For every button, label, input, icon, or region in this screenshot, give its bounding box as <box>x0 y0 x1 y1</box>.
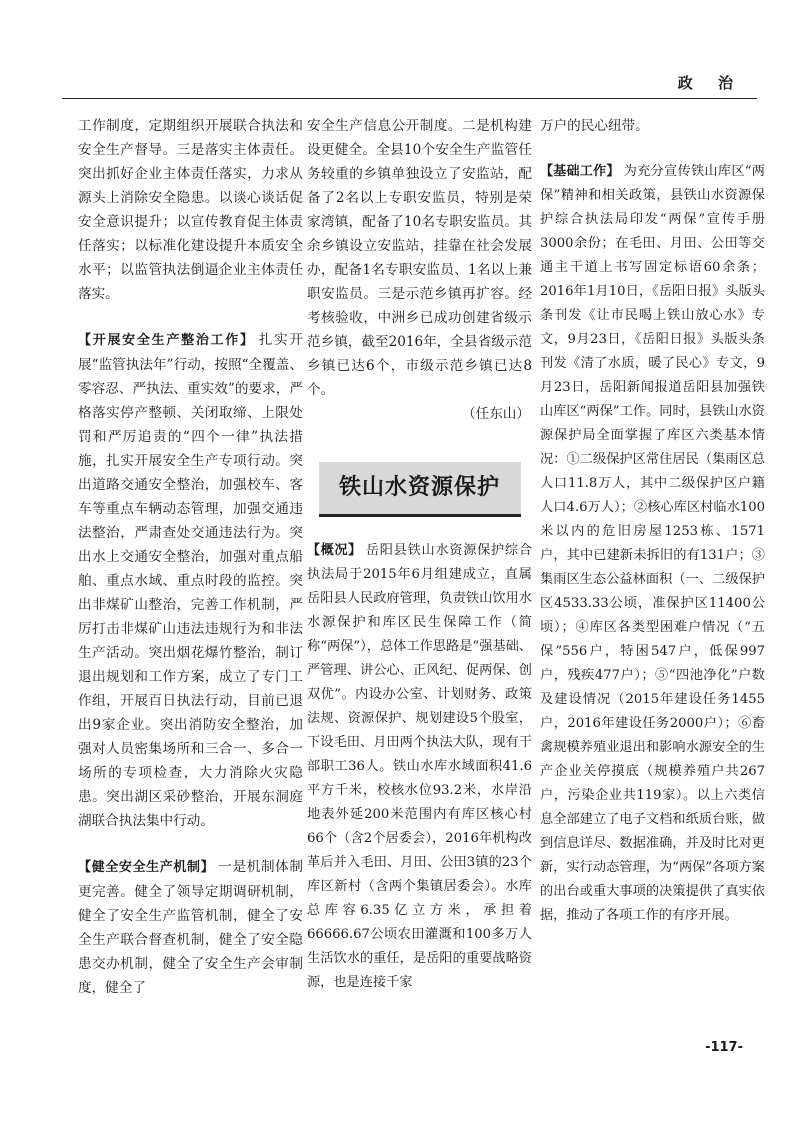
page-number: -117- <box>705 1040 743 1055</box>
paragraph: 万户的民心纽带。 <box>540 118 649 134</box>
paragraph <box>78 328 303 833</box>
entry-title: 【开展安全生产整治工作】 <box>78 333 255 348</box>
paragraph <box>540 160 765 928</box>
entry-title: 【健全安全生产机制】 <box>78 860 215 875</box>
entry-body: 为充分宣传铁山库区“两保”精神和相关政策，县铁山水资源保护综合执法局印发“两保”宣传手册3000余份；在毛田、月田、公田等交通主干道上书写固定标语60余条；2016年1月10日，《岳阳日报》头版头条刊发《让市民喝上铁山放心水》专文，9月23日，《岳阳日报》头版头条刊发《清了水质，暖了民心》专文，9月23日，岳阳新闻报道岳阳县加强铁山库区“两保”工作。同时，县铁山水资源保护局全面掌握了库区六类基本情况：①二级保护区常住居民（集雨区总人口11.8万人，其中二级保护区户籍人口4.6万人）；②核心库区村临水100米以内的危旧房屋1253栋、1571户，其中已建新未拆旧的有131户；③集雨区生态公益林面积（一、二级保护区4533.33公顷，准保护区11400公顷）；④库区各类型困难户情况（“五保”556户，特困547户，低保997户，残疾477户）；⑤“四池净化”户数及建设情况（2015年建设任务1455户，2016年建设任务2000户）；⑥畜禽规模养殖业退出和影响水源安全的生产企业关停摸底（规模养殖户共267户，污染企业共119家）。以上六类信息全部建立了电子文档和纸质台账，做到信息详尽、数据准确，并及时比对更新，实行动态管理，为“两保”各项方案的出台或重大事项的决策提供了真实依据，推动了各项工作的有序开展。 <box>540 164 765 923</box>
header-rule <box>62 98 757 99</box>
paragraph <box>78 855 303 1000</box>
entry-body: 扎实开展“监管执法年”行动，按照“全覆盖、零容忍、严执法、重实效”的要求，严格落实停产整顿、关闭取缔、上限处罚和严厉追责的“四个一律”执法措施，扎实开展安全生产专项行动。突出道路交通安全整治，加强校车、客车等重点车辆动态管理，加强交通违法整治，严肃查处交通违法行为。突出水上交通安全整治，加强对重点船舶、重点水域、重点时段的监控。突出非煤矿山整治，完善工作机制，严厉打击非煤矿山违法违规行为和非法生产活动。突出烟花爆竹整治，制订退出规划和工作方案，成立了专门工作组，开展百日执法行动，目前已退出9家企业。突出消防安全整治，加强对人员密集场所和三合一、多合一场所的专项检查，大力消除火灾隐患。突出湖区采砂整治，开展东洞庭湖联合执法集中行动。 <box>78 332 303 829</box>
entry-body: 一是机制体制更完善。健全了领导定期调研机制，健全了安全生产监管机制，健全了安全生产联合督查机制，健全了安全隐患交办机制，健全了安全生产会审制度，健全了 <box>78 859 303 996</box>
entry-body: 岳阳县铁山水资源保护综合执法局于2015年6月组建成立，直属岳阳县人民政府管理，负责铁山饮用水水源保护和库区民生保障工作（简称“两保”），总体工作思路是“强基础、严管理、讲公心、正风纪、促两保、创双优”。内设办公室、计划财务、政策法规、资源保护、规划建设5个股室，下设毛田、月田两个执法大队，现有干部职工36人。铁山水库水域面积41.6平方千米，校核水位93.2米，水岸沿地表外延200米范围内有库区核心村66个（含2个居委会），2016年机构改革后并入毛田、月田、公田3镇的23个库区新村（含两个集镇居委会）。水库总库容6.35亿立方米，承担着66666.67公顷农田灌溉和100多万人生活饮水的重任，是岳阳的重要战略资源，也是连接千家 <box>307 543 532 990</box>
paragraph: 工作制度，定期组织开展联合执法和安全生产督导。三是落实主体责任。突出抓好企业主体责任落实，力求从源头上消除安全隐患。以谈心谈话促安全意识提升；以宣传教育促主体责任落实；以标准化建设提升本质安全水平；以监管执法倒逼企业主体责任落实。 <box>78 118 303 302</box>
column-2 <box>307 114 532 995</box>
entry-title: 【概况】 <box>307 543 362 558</box>
author-credit: （任东山） <box>462 406 530 422</box>
column-1 <box>78 114 303 1000</box>
paragraph <box>307 539 532 995</box>
entry-title: 【基础工作】 <box>540 164 620 179</box>
column-3 <box>540 114 765 928</box>
running-head-section: 政 治 <box>677 74 743 92</box>
paragraph: 安全生产信息公开制度。二是机构建设更健全。全县10个安全生产监管任务较重的乡镇单独设立了安监站，配备了2名以上专职安监员，特别是荣家湾镇，配备了10名专职安监员。其余乡镇设立安监站，挂靠在社会发展办，配备1名专职安监员、1名以上兼职安监员。三是示范乡镇再扩容。经考核验收，中洲乡已成功创建省级示范乡镇，截至2016年，全县省级示范乡镇已达6个，市级示范乡镇已达8个。 <box>307 118 532 398</box>
section-title: 铁山水资源保护 <box>319 462 521 517</box>
